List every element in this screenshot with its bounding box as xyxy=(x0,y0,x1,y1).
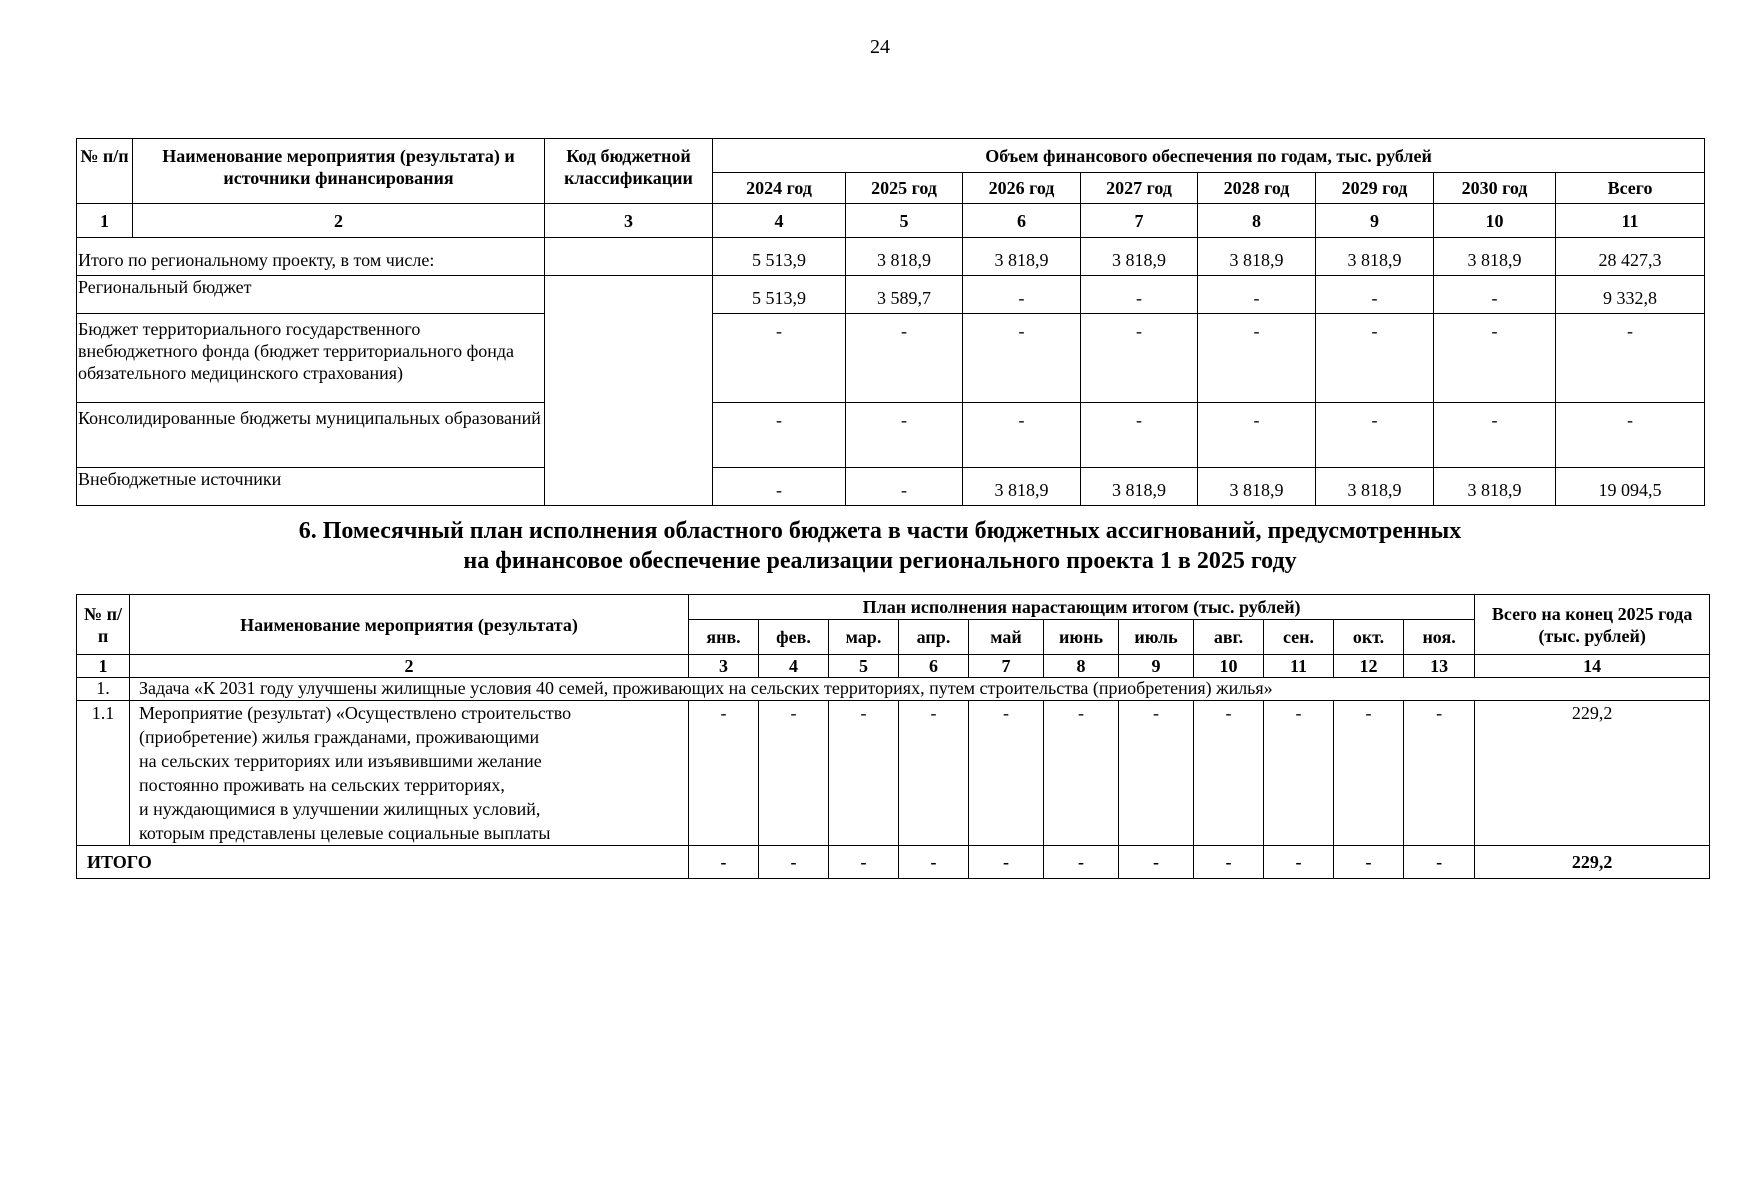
event-name-line: на сельских территориях или изъявившими желание xyxy=(139,751,542,771)
month-total: - xyxy=(1119,846,1194,879)
value-cell: 3 818,9 xyxy=(1434,468,1556,506)
header-budget-code: Код бюджетной классификации xyxy=(545,139,713,204)
column-number: 4 xyxy=(759,655,829,678)
table-row xyxy=(77,468,1705,506)
event-name-line: и нуждающимися в улучшении жилищных условий, xyxy=(139,799,541,819)
column-number: 10 xyxy=(1434,204,1556,238)
value-cell: 3 818,9 xyxy=(1316,468,1434,506)
column-number: 7 xyxy=(969,655,1044,678)
header-month: окт. xyxy=(1334,620,1404,655)
section-title-line1: 6. Помесячный план исполнения областного бюджета в части бюджетных ассигнований, предусмотренных xyxy=(298,518,1462,544)
column-number: 8 xyxy=(1198,204,1316,238)
header-year: 2026 год xyxy=(963,173,1081,204)
header-month: июль xyxy=(1119,620,1194,655)
row-name: Внебюджетные источники xyxy=(77,468,545,506)
value-cell: 28 427,3 xyxy=(1556,238,1705,276)
value-cell: - xyxy=(1081,403,1198,468)
column-number: 9 xyxy=(1316,204,1434,238)
header-volume: Объем финансового обеспечения по годам, тыс. рублей xyxy=(713,139,1705,173)
header-month: июнь xyxy=(1044,620,1119,655)
month-total: - xyxy=(829,846,899,879)
month-value: - xyxy=(1404,701,1475,846)
section-title xyxy=(0,516,1760,576)
task-index: 1. xyxy=(77,678,130,701)
column-number: 9 xyxy=(1119,655,1194,678)
column-number: 5 xyxy=(846,204,963,238)
header-year: 2029 год xyxy=(1316,173,1434,204)
value-cell: 3 818,9 xyxy=(1081,468,1198,506)
column-number: 12 xyxy=(1334,655,1404,678)
task-row xyxy=(77,678,1710,701)
value-cell: - xyxy=(846,314,963,403)
financing-table xyxy=(76,138,1705,506)
header-no: № п/п xyxy=(77,595,130,655)
header-month: апр. xyxy=(899,620,969,655)
month-total: - xyxy=(1264,846,1334,879)
month-total: - xyxy=(1194,846,1264,879)
value-cell: 3 818,9 xyxy=(846,238,963,276)
header-month: фев. xyxy=(759,620,829,655)
month-total: - xyxy=(1404,846,1475,879)
table-row xyxy=(77,314,1705,403)
column-number: 10 xyxy=(1194,655,1264,678)
month-value: - xyxy=(829,701,899,846)
header-year: 2024 год xyxy=(713,173,846,204)
month-value: - xyxy=(759,701,829,846)
column-number: 2 xyxy=(130,655,689,678)
column-number: 11 xyxy=(1264,655,1334,678)
budget-code-cell xyxy=(545,276,713,506)
column-number: 13 xyxy=(1404,655,1475,678)
value-cell: - xyxy=(1198,314,1316,403)
column-number: 3 xyxy=(545,204,713,238)
page-number: 24 xyxy=(870,36,890,58)
header-month: мар. xyxy=(829,620,899,655)
month-value: - xyxy=(689,701,759,846)
value-cell: - xyxy=(846,468,963,506)
row-name: Региональный бюджет xyxy=(77,276,545,314)
event-name xyxy=(130,701,689,846)
header-year: 2025 год xyxy=(846,173,963,204)
section-title-line2: на финансовое обеспечение реализации регионального проекта 1 в 2025 году xyxy=(463,548,1297,574)
value-cell: 5 513,9 xyxy=(713,238,846,276)
value-cell: - xyxy=(1556,403,1705,468)
header-year: 2028 год xyxy=(1198,173,1316,204)
value-cell: - xyxy=(963,403,1081,468)
total-label: ИТОГО xyxy=(77,846,689,879)
value-cell: - xyxy=(1316,403,1434,468)
month-value: - xyxy=(1044,701,1119,846)
value-cell: - xyxy=(1434,276,1556,314)
header-total: Всего xyxy=(1556,173,1705,204)
header-plan: План исполнения нарастающим итогом (тыс. рублей) xyxy=(689,595,1475,620)
grand-total: 229,2 xyxy=(1475,846,1710,879)
value-cell: 3 818,9 xyxy=(963,238,1081,276)
value-cell: - xyxy=(1081,276,1198,314)
column-number: 1 xyxy=(77,204,133,238)
header-year: 2027 год xyxy=(1081,173,1198,204)
event-name-line: (приобретение) жилья гражданами, проживающими xyxy=(139,727,540,747)
value-cell: - xyxy=(1081,314,1198,403)
event-total: 229,2 xyxy=(1475,701,1710,846)
column-number: 14 xyxy=(1475,655,1710,678)
value-cell: - xyxy=(1556,314,1705,403)
event-row xyxy=(77,701,1710,846)
header-total: Всего на конец 2025 года (тыс. рублей) xyxy=(1475,595,1710,655)
month-value: - xyxy=(1264,701,1334,846)
column-number: 6 xyxy=(963,204,1081,238)
value-cell: 5 513,9 xyxy=(713,276,846,314)
month-total: - xyxy=(969,846,1044,879)
task-text: Задача «К 2031 году улучшены жилищные условия 40 семей, проживающих на сельских территориях, путем строительства (приобретения) жилья» xyxy=(130,678,1710,701)
month-total: - xyxy=(759,846,829,879)
value-cell: 19 094,5 xyxy=(1556,468,1705,506)
header-year: 2030 год xyxy=(1434,173,1556,204)
value-cell: - xyxy=(1434,314,1556,403)
column-number: 8 xyxy=(1044,655,1119,678)
column-number: 2 xyxy=(133,204,545,238)
month-total: - xyxy=(1334,846,1404,879)
header-no: № п/п xyxy=(77,139,133,204)
header-month: ноя. xyxy=(1404,620,1475,655)
event-name-line: которым представлены целевые социальные выплаты xyxy=(139,823,551,843)
total-row xyxy=(77,846,1710,879)
column-number: 5 xyxy=(829,655,899,678)
value-cell: - xyxy=(1316,314,1434,403)
value-cell: - xyxy=(1316,276,1434,314)
header-month: сен. xyxy=(1264,620,1334,655)
header-name: Наименование мероприятия (результата) и источники финансирования xyxy=(133,139,545,204)
header-month: май xyxy=(969,620,1044,655)
column-number: 7 xyxy=(1081,204,1198,238)
column-number: 3 xyxy=(689,655,759,678)
value-cell: - xyxy=(963,276,1081,314)
event-name-line: постоянно проживать на сельских территориях, xyxy=(139,775,505,795)
event-index: 1.1 xyxy=(77,701,130,846)
value-cell: 3 818,9 xyxy=(1198,468,1316,506)
month-value: - xyxy=(1334,701,1404,846)
table-row xyxy=(77,238,1705,276)
month-value: - xyxy=(969,701,1044,846)
budget-code-cell xyxy=(545,238,713,276)
header-name: Наименование мероприятия (результата) xyxy=(130,595,689,655)
column-number: 1 xyxy=(77,655,130,678)
month-total: - xyxy=(1044,846,1119,879)
monthly-plan-table xyxy=(76,594,1710,879)
row-name: Бюджет территориального государственного внебюджетного фонда (бюджет территориального фонда обязательного медицинского страхования) xyxy=(77,314,545,403)
value-cell: 9 332,8 xyxy=(1556,276,1705,314)
value-cell: - xyxy=(713,468,846,506)
value-cell: - xyxy=(1434,403,1556,468)
value-cell: 3 818,9 xyxy=(1316,238,1434,276)
month-value: - xyxy=(1119,701,1194,846)
value-cell: 3 818,9 xyxy=(1081,238,1198,276)
value-cell: 3 818,9 xyxy=(1198,238,1316,276)
value-cell: 3 818,9 xyxy=(963,468,1081,506)
table-row xyxy=(77,403,1705,468)
event-name-line: Мероприятие (результат) «Осуществлено строительство xyxy=(139,703,572,723)
table-row xyxy=(77,276,1705,314)
value-cell: - xyxy=(713,403,846,468)
value-cell: - xyxy=(963,314,1081,403)
month-total: - xyxy=(689,846,759,879)
value-cell: - xyxy=(846,403,963,468)
value-cell: - xyxy=(1198,403,1316,468)
column-number: 4 xyxy=(713,204,846,238)
row-name: Итого по региональному проекту, в том числе: xyxy=(77,238,545,276)
column-number: 6 xyxy=(899,655,969,678)
column-number: 11 xyxy=(1556,204,1705,238)
value-cell: - xyxy=(1198,276,1316,314)
row-name: Консолидированные бюджеты муниципальных образований xyxy=(77,403,545,468)
month-value: - xyxy=(1194,701,1264,846)
value-cell: 3 818,9 xyxy=(1434,238,1556,276)
value-cell: 3 589,7 xyxy=(846,276,963,314)
month-value: - xyxy=(899,701,969,846)
header-month: авг. xyxy=(1194,620,1264,655)
value-cell: - xyxy=(713,314,846,403)
header-month: янв. xyxy=(689,620,759,655)
month-total: - xyxy=(899,846,969,879)
